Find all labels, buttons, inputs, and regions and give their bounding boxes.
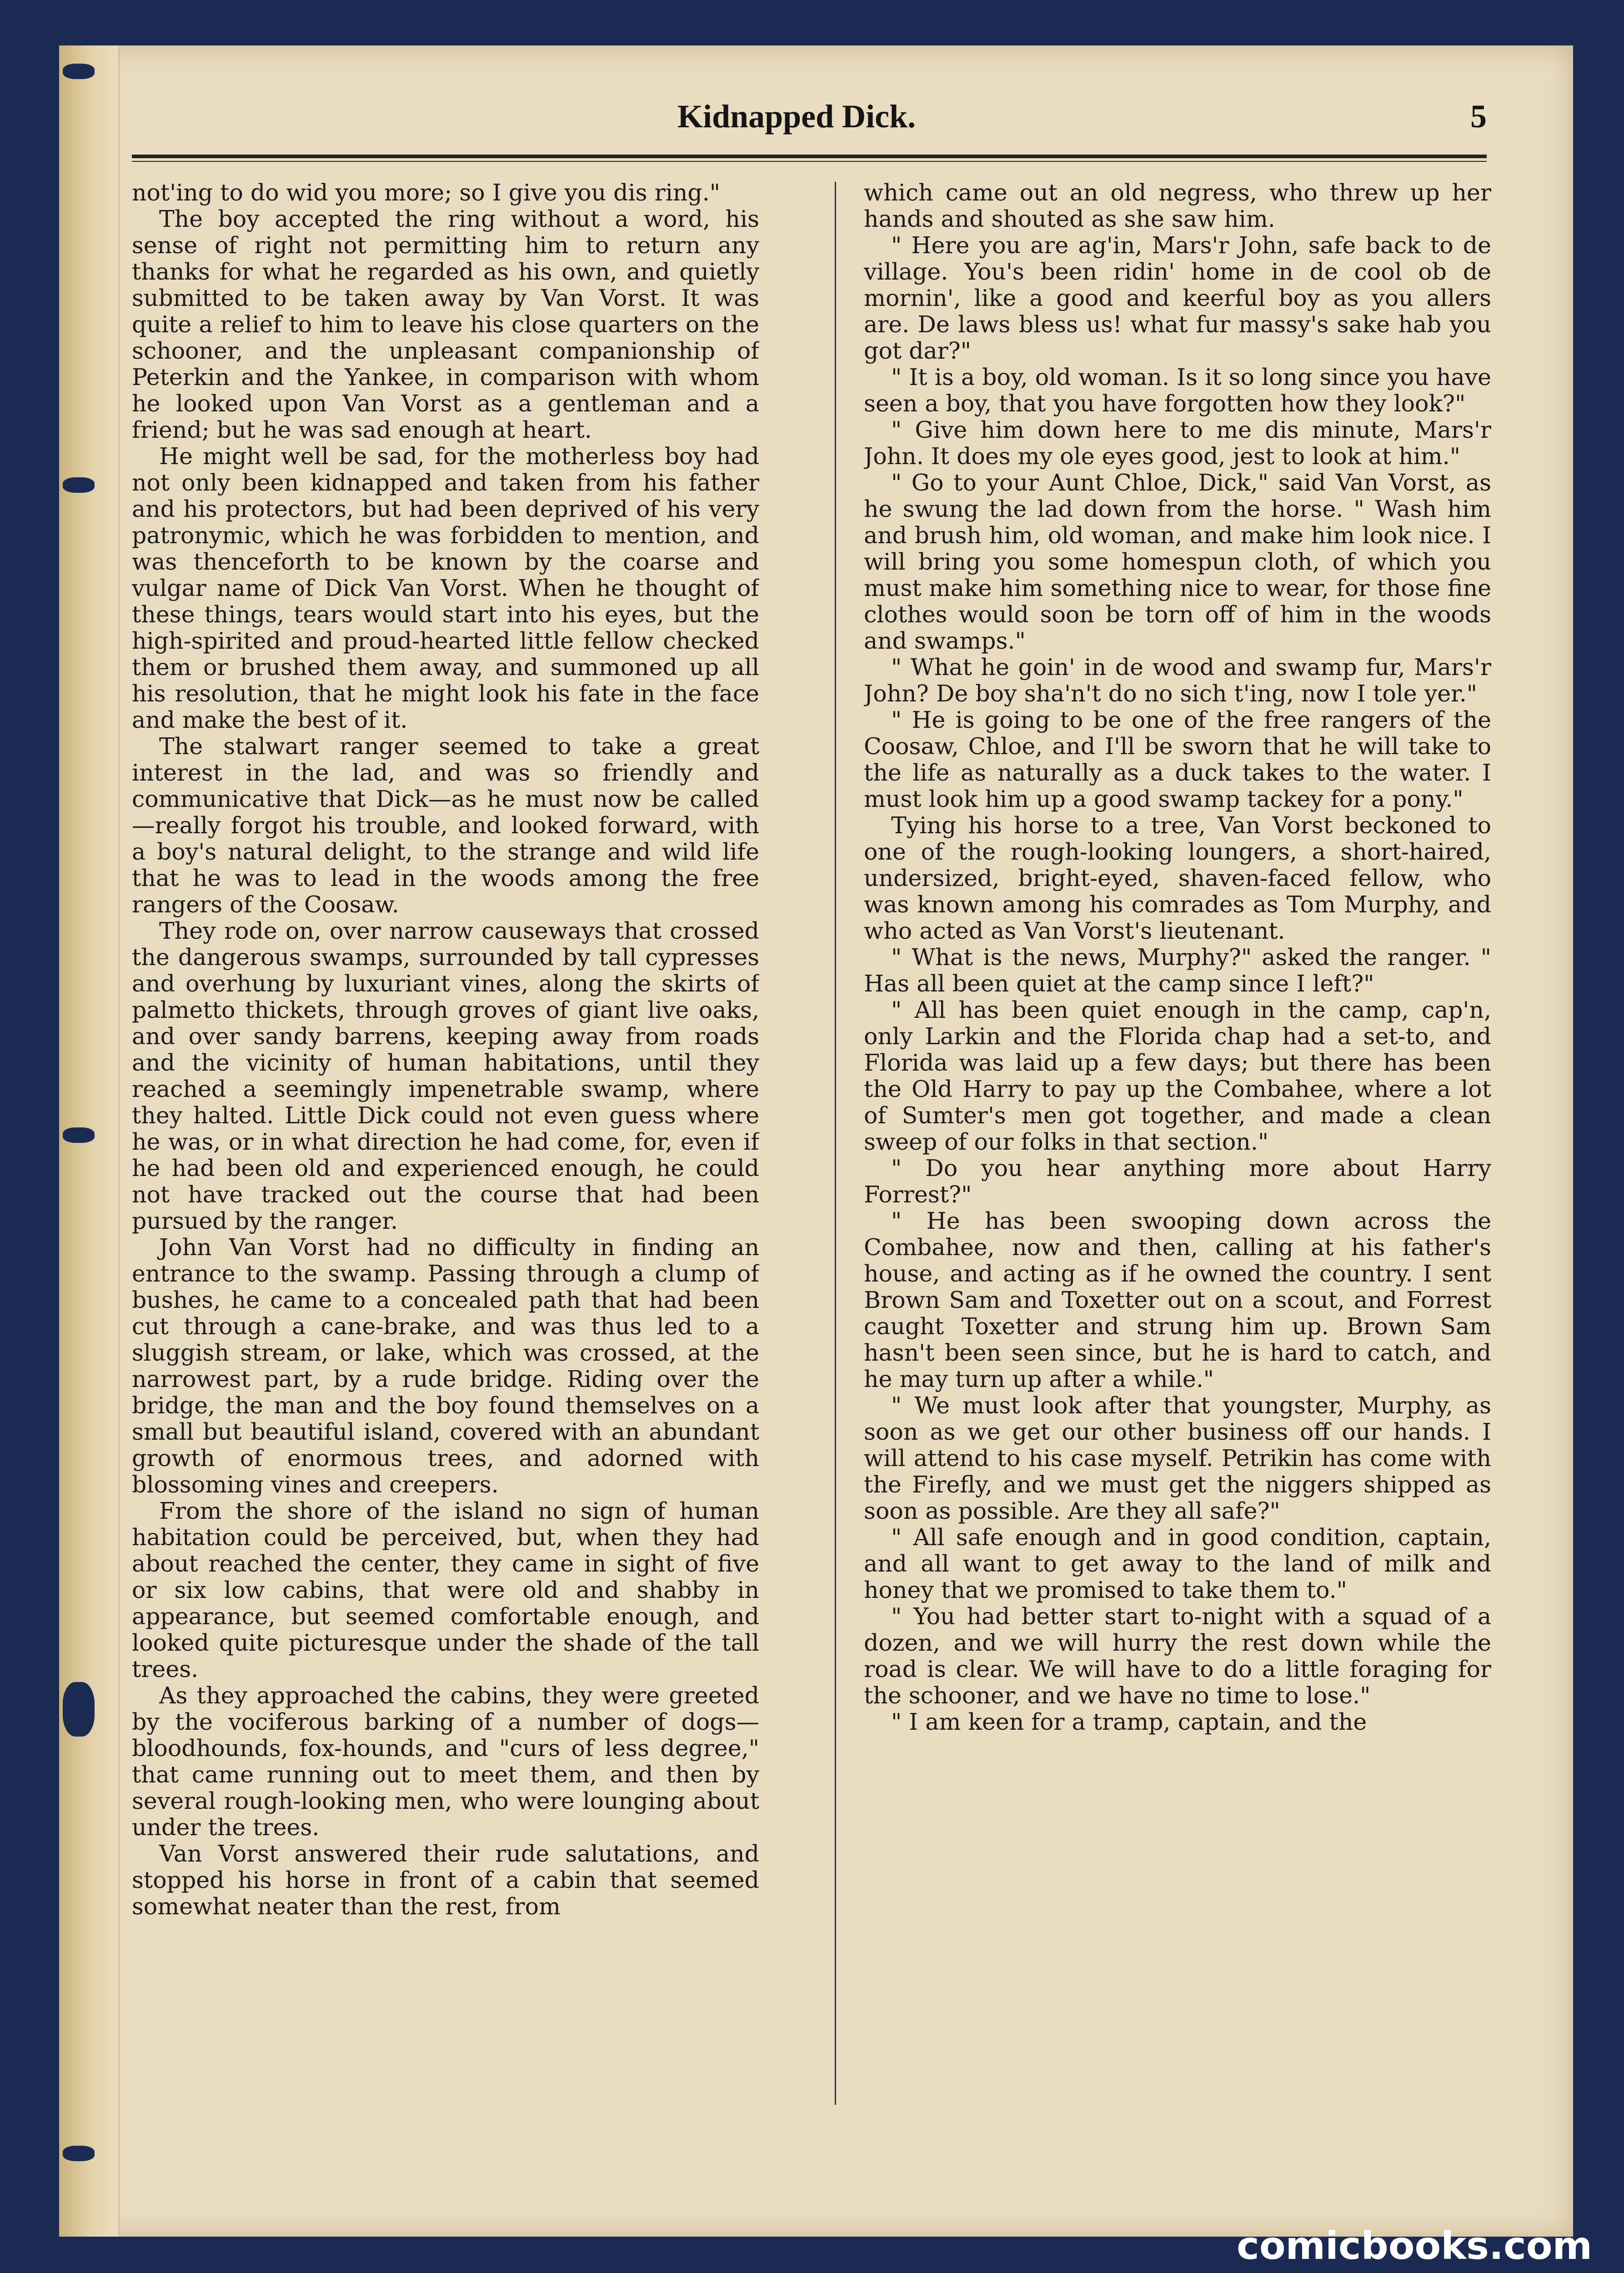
- paragraph: " Go to your Aunt Chloe, Dick," said Van Vorst, as he swung the lad down from the horse. " Wash him and brush him, old woman, and make him look nice. I will bring you some homespun cloth, of which you must make him something nice to wear, for those fine clothes would soon be torn off of him in the woods and swamps.": [864, 469, 1491, 654]
- binding-hole: [63, 64, 95, 79]
- paragraph: They rode on, over narrow causeways that crossed the dangerous swamps, surrounded by tall cypresses and overhung by luxuriant vines, along the skirts of palmetto thickets, through groves of giant live oaks, and over sandy barrens, keeping away from roads and the vicinity of human habitations, until they reached a seemingly impenetrable swamp, where they halted. Little Dick could not even guess where he was, or in what direction he had come, for, even if he had been old and experienced enough, he could not have tracked out the course that had been pursued by the ranger.: [132, 917, 759, 1234]
- paragraph: " Here you are ag'in, Mars'r John, safe back to de village. You's been ridin' home in de cool ob de mornin', like a good and keerful boy as you allers are. De laws bless us! what fur massy's sake hab you got dar?": [864, 232, 1491, 364]
- paragraph: From the shore of the island no sign of human habitation could be perceived, but, when they had about reached the center, they came in sight of five or six low cabins, that were old and shabby in appearance, but seemed comfortable enough, and looked quite picturesque under the shade of the tall trees.: [132, 1497, 759, 1682]
- binding-hole: [63, 477, 95, 493]
- paragraph: Tying his horse to a tree, Van Vorst beckoned to one of the rough-looking loungers, a short-haired, undersized, bright-eyed, shaven-faced fellow, who was known among his comrades as Tom Murphy, and who acted as Van Vorst's lieutenant.: [864, 812, 1491, 944]
- paragraph: " What is the news, Murphy?" asked the ranger. " Has all been quiet at the camp since I left?": [864, 944, 1491, 997]
- column-divider: [835, 182, 836, 2105]
- page-header: [132, 98, 1487, 148]
- paragraph: which came out an old negress, who threw up her hands and shouted as she saw him.: [864, 180, 1491, 232]
- paragraph: " We must look after that youngster, Murphy, as soon as we get our other business off our hands. I will attend to his case myself. Petrikin has come with the Firefly, and we must get the niggers shipped as soon as possible. Are they all safe?": [864, 1392, 1491, 1524]
- right-column: [864, 180, 1491, 2116]
- binding-hole: [63, 1682, 95, 1737]
- paragraph: As they approached the cabins, they were greeted by the vociferous barking of a number of dogs—bloodhounds, fox-hounds, and "curs of less degree," that came running out to meet them, and then by several rough-looking men, who were lounging about under the trees.: [132, 1682, 759, 1841]
- left-column: [132, 180, 759, 2116]
- page-spine: [59, 45, 120, 2237]
- watermark: comicbooks.com: [1237, 2223, 1592, 2268]
- paragraph: " All safe enough and in good condition, captain, and all want to get away to the land of milk and honey that we promised to take them to.": [864, 1524, 1491, 1603]
- paragraph: The boy accepted the ring without a word, his sense of right not permitting him to return any thanks for what he regarded as his own, and quietly submitted to be taken away by Van Vorst. It was quite a relief to him to leave his close quarters on the schooner, and the unpleasant companionship of Peterkin and the Yankee, in comparison with whom he looked upon Van Vorst as a gentleman and a friend; but he was sad enough at heart.: [132, 205, 759, 443]
- binding-hole: [63, 1127, 95, 1143]
- paragraph: He might well be sad, for the motherless boy had not only been kidnapped and taken from his father and his protectors, but had been deprived of his very patronymic, which he was forbidden to mention, and was thenceforth to be known by the coarse and vulgar name of Dick Van Vorst. When he thought of these things, tears would start into his eyes, but the high-spirited and proud-hearted little fellow checked them or brushed them away, and summoned up all his resolution, that he might look his fate in the face and make the best of it.: [132, 443, 759, 733]
- running-title: Kidnapped Dick.: [677, 98, 916, 135]
- paragraph: " What he goin' in de wood and swamp fur, Mars'r John? De boy sha'n't do no sich t'ing, now I tole yer.": [864, 654, 1491, 707]
- paragraph: Van Vorst answered their rude salutations, and stopped his horse in front of a cabin that seemed somewhat neater than the rest, from: [132, 1840, 759, 1920]
- header-rule: [132, 155, 1487, 162]
- paragraph: John Van Vorst had no difficulty in finding an entrance to the swamp. Passing through a clump of bushes, he came to a concealed path that had been cut through a cane-brake, and was thus led to a sluggish stream, or lake, which was crossed, at the narrowest part, by a rude bridge. Riding over the bridge, the man and the boy found themselves on a small but beautiful island, covered with an abundant growth of enormous trees, and adorned with blossoming vines and creepers.: [132, 1234, 759, 1498]
- paragraph: " Give him down here to me dis minute, Mars'r John. It does my ole eyes good, jest to look at him.": [864, 416, 1491, 470]
- page-number: 5: [1470, 98, 1487, 135]
- paragraph: " All has been quiet enough in the camp, cap'n, only Larkin and the Florida chap had a set-to, and Florida was laid up a few days; but there has been the Old Harry to pay up the Combahee, where a lot of Sumter's men got together, and made a clean sweep of our folks in that section.": [864, 996, 1491, 1155]
- paragraph: not'ing to do wid you more; so I give you dis ring.": [132, 180, 721, 206]
- paragraph: " I am keen for a tramp, captain, and the: [891, 1708, 1367, 1735]
- paragraph: " You had better start to-night with a squad of a dozen, and we will hurry the rest down while the road is clear. We will have to do a little foraging for the schooner, and we have no time to lose.": [864, 1603, 1491, 1709]
- paragraph: The stalwart ranger seemed to take a great interest in the lad, and was so friendly and communicative that Dick—as he must now be called—really forgot his trouble, and looked forward, with a boy's natural delight, to the strange and wild life that he was to lead in the woods among the free rangers of the Coosaw.: [132, 733, 759, 918]
- paragraph: " He is going to be one of the free rangers of the Coosaw, Chloe, and I'll be sworn that he will take to the life as naturally as a duck takes to the water. I must look him up a good swamp tackey for a pony.": [864, 706, 1491, 812]
- paragraph: " Do you hear anything more about Harry Forrest?": [864, 1155, 1491, 1208]
- paragraph: " He has been swooping down across the Combahee, now and then, calling at his father's house, and acting as if he owned the country. I sent Brown Sam and Toxetter out on a scout, and Forrest caught Toxetter and strung him up. Brown Sam hasn't been seen since, but he is hard to catch, and he may turn up after a while.": [864, 1207, 1491, 1392]
- paragraph: " It is a boy, old woman. Is it so long since you have seen a boy, that you have forgotten how they look?": [864, 364, 1491, 417]
- binding-hole: [63, 2146, 95, 2161]
